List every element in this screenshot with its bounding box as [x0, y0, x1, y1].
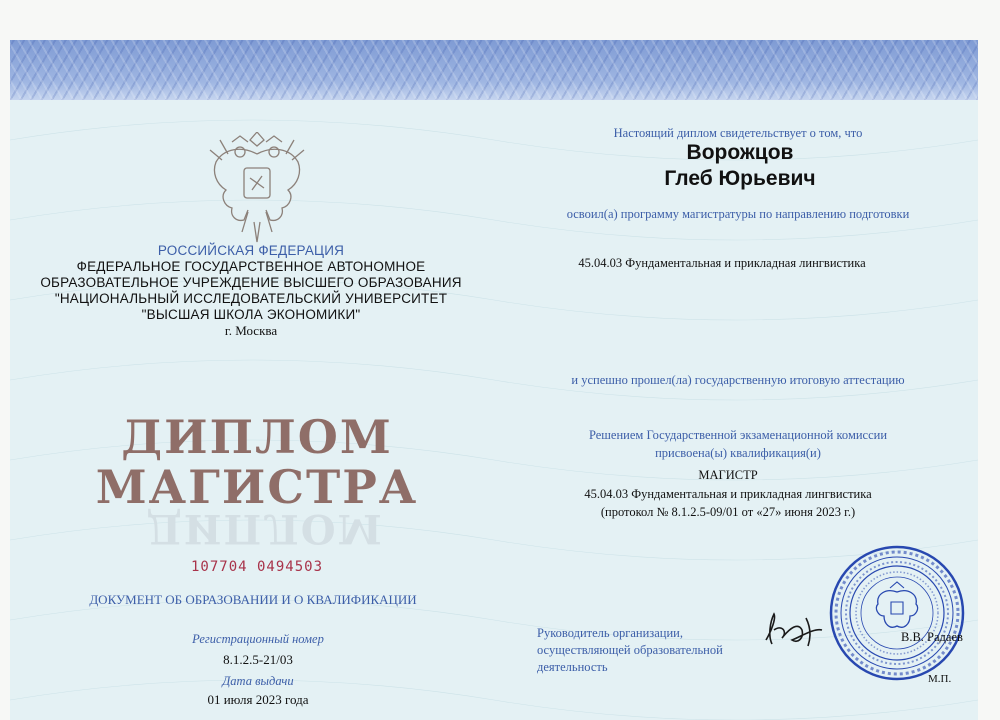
- institution-line-3: "НАЦИОНАЛЬНЫЙ ИССЛЕДОВАТЕЛЬСКИЙ УНИВЕРСИТЕТ: [54, 291, 448, 306]
- institution-line-4: "ВЫСШАЯ ШКОЛА ЭКОНОМИКИ": [141, 307, 361, 322]
- stamp-place-mark: М.П.: [928, 673, 952, 685]
- institution-line-1: ФЕДЕРАЛЬНОЕ ГОСУДАРСТВЕННОЕ АВТОНОМНОЕ: [76, 259, 426, 274]
- coat-of-arms-emblem: [202, 132, 312, 244]
- issue-date-value: 01 июля 2023 года: [207, 692, 309, 707]
- program-intro: освоил(а) программу магистратуры по направлению подготовки: [566, 207, 910, 221]
- graduate-surname: Ворожцов: [686, 141, 794, 164]
- graduate-given-names: Глеб Юрьевич: [664, 167, 816, 190]
- registration-number-value: 8.1.2.5-21/03: [223, 652, 293, 667]
- head-label-line-3: деятельность: [537, 660, 608, 674]
- diploma-title-line-1: ДИПЛОМ: [121, 410, 393, 464]
- diploma-title-reflection: ДИПЛОМ: [146, 505, 384, 552]
- commission-decision-line-1: Решением Государственной экзаменационной комиссии: [588, 428, 888, 442]
- signature: [762, 610, 834, 650]
- issue-date-label: Дата выдачи: [222, 674, 294, 688]
- registration-number-label: Регистрационный номер: [192, 632, 324, 646]
- institution-line-2: ОБРАЗОВАТЕЛЬНОЕ УЧРЕЖДЕНИЕ ВЫСШЕГО ОБРАЗОВАНИЯ: [40, 275, 462, 290]
- head-name: В.В. Радаев: [901, 630, 963, 644]
- head-label-line-1: Руководитель организации,: [537, 626, 683, 640]
- country-name: РОССИЙСКАЯ ФЕДЕРАЦИЯ: [157, 243, 345, 258]
- certification-intro: Настоящий диплом свидетельствует о том, что: [613, 126, 863, 140]
- commission-decision-line-2: присвоена(ы) квалификация(и): [655, 446, 821, 460]
- top-decorative-band: [10, 40, 978, 100]
- diploma-title-line-2: МАГИСТРА: [95, 460, 419, 514]
- document-type: ДОКУМЕНТ ОБ ОБРАЗОВАНИИ И О КВАЛИФИКАЦИИ: [89, 592, 417, 607]
- diploma-document: [10, 40, 978, 720]
- qualification: МАГИСТР: [698, 468, 758, 482]
- city: г. Москва: [224, 323, 278, 338]
- head-label-line-2: осуществляющей образовательной: [537, 643, 723, 657]
- study-program: 45.04.03 Фундаментальная и прикладная лингвистика: [578, 256, 866, 270]
- protocol-reference: (протокол № 8.1.2.5-09/01 от «27» июня 2023 г.): [600, 505, 856, 519]
- official-seal: [828, 544, 966, 682]
- serial-number: 107704 0494503: [190, 559, 324, 575]
- attestation-text: и успешно прошел(ла) государственную итоговую аттестацию: [571, 373, 905, 387]
- qualification-program: 45.04.03 Фундаментальная и прикладная лингвистика: [584, 487, 872, 501]
